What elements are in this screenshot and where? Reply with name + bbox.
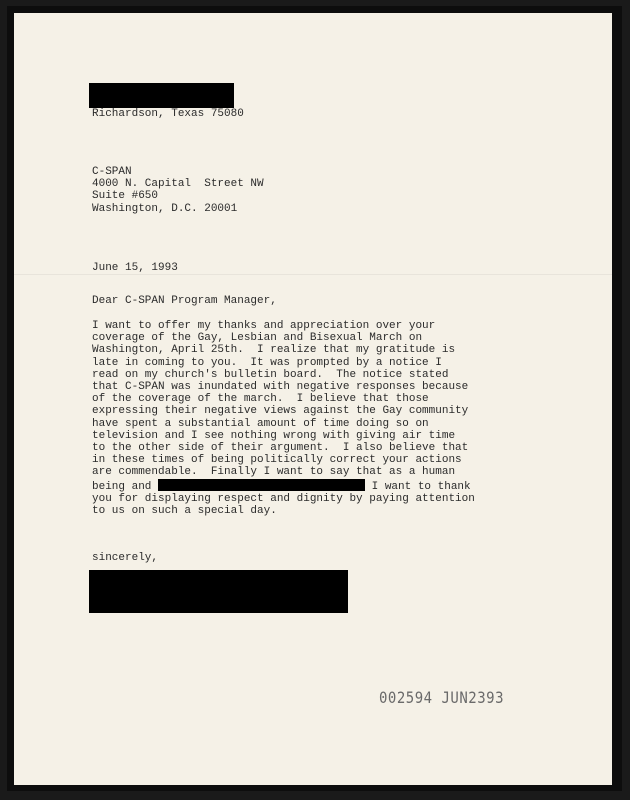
body-line: expressing their negative views against the Gay community bbox=[92, 405, 469, 418]
body-line: of the coverage of the march. I believe that those bbox=[92, 393, 429, 406]
sender-city-line: Richardson, Texas 75080 bbox=[92, 108, 244, 120]
body-line-redacted bbox=[92, 479, 475, 493]
letter-page bbox=[14, 13, 612, 785]
archive-stamp: 002594 JUN2393 bbox=[379, 689, 505, 708]
recipient-name: C-SPAN bbox=[92, 166, 132, 178]
recipient-address bbox=[92, 166, 264, 215]
body-line: that C-SPAN was inundated with negative responses because bbox=[92, 381, 469, 394]
redacted-inline-text bbox=[158, 479, 365, 491]
body-line-start: being and bbox=[92, 480, 159, 493]
redacted-sender-name bbox=[89, 83, 234, 108]
recipient-suite: Suite #650 bbox=[92, 190, 159, 203]
body-line: coverage of the Gay, Lesbian and Bisexual March on bbox=[92, 332, 423, 345]
body-line: are commendable. Finally I want to say that as a human bbox=[92, 466, 456, 479]
recipient-city: Washington, D.C. 20001 bbox=[92, 202, 238, 215]
body-line: late in coming to you. It was prompted by a notice I bbox=[92, 356, 442, 369]
body-line: Washington, April 25th. I realize that my gratitude is bbox=[92, 344, 456, 357]
body-line: in these times of being politically correct your actions bbox=[92, 454, 462, 467]
body-line-end: I want to thank bbox=[365, 480, 471, 493]
body-line: read on my church's bulletin board. The notice stated bbox=[92, 368, 449, 381]
body-line: I want to offer my thanks and appreciation over your bbox=[92, 320, 436, 332]
closing: sincerely, bbox=[92, 552, 159, 564]
body-line: to the other side of their argument. I also believe that bbox=[92, 442, 469, 455]
letter-date: June 15, 1993 bbox=[92, 262, 178, 274]
body-line: have spent a substantial amount of time doing so on bbox=[92, 417, 429, 430]
body-line: you for displaying respect and dignity by paying attention bbox=[92, 492, 475, 505]
redacted-signature bbox=[89, 570, 348, 613]
salutation: Dear C-SPAN Program Manager, bbox=[92, 295, 277, 307]
letter-body bbox=[92, 320, 475, 517]
body-line: television and I see nothing wrong with giving air time bbox=[92, 429, 456, 442]
body-line: to us on such a special day. bbox=[92, 505, 277, 518]
recipient-street: 4000 N. Capital Street NW bbox=[92, 178, 264, 191]
